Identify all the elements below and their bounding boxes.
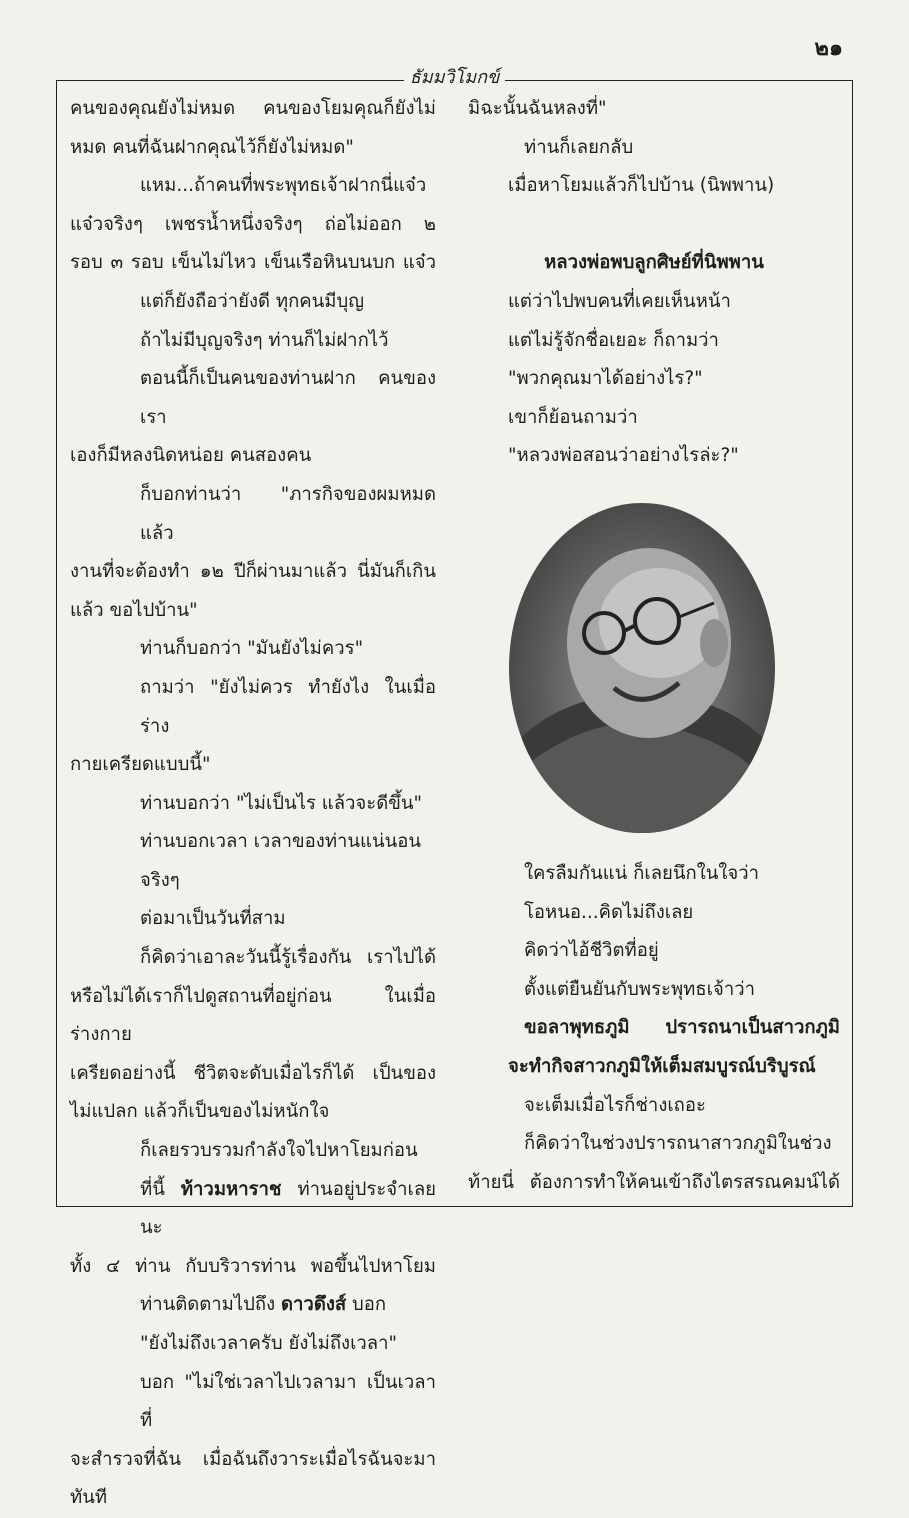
text-line: คิดว่าไอ้ชีวิตที่อยู่ [524,940,659,962]
text-line: ท่านบอกเวลา เวลาของท่านแน่นอนจริงๆ [140,831,422,891]
text-line: รอบ ๓ รอบ เข็นไม่ไหว เข็นเรือหินบนบก แจ๋ว [70,252,436,274]
text-line: เมื่อหาโยมแล้วก็ไปบ้าน (นิพพาน) [508,175,775,197]
text-line: "พวกคุณมาได้อย่างไร?" [508,368,703,390]
text-line: ตั้งแต่ยืนยันกับพระพุทธเจ้าว่า [524,978,755,1000]
text-line: "หลวงพ่อสอนว่าอย่างไรล่ะ?" [508,445,739,467]
text-line: ก็คิดว่าเอาละวันนี้รู้เรื่องกัน เราไปได้ [140,947,436,969]
text-line: บอก "ไม่ใช่เวลาไปเวลามา เป็นเวลาที่ [140,1371,436,1432]
text-line: หรือไม่ได้เราก็ไปดูสถานที่อยู่ก่อน ในเมื่อร่างกาย [70,985,436,1046]
bold-term: ดาวดึงส์ [281,1294,347,1316]
text-line: ก็บอกท่านว่า "ภารกิจของผมหมดแล้ว [140,483,436,544]
text-line: จะเต็มเมื่อไรก็ช่างเถอะ [524,1094,706,1116]
text-line: ขอลาพุทธภูมิ ปรารถนาเป็นสาวกภูมิ [524,1017,840,1039]
text-line: โอหนอ...คิดไม่ถึงเลย [524,901,694,923]
portrait-illustration [509,503,775,833]
text-line: ท่านก็เลยกลับ [524,136,634,158]
book-title: ธัมมวิโมกข์ [404,67,506,88]
text-line: หมด คนที่ฉันฝากคุณไว้ก็ยังไม่หมด" [70,136,354,158]
text-line: จะสำรวจที่ฉัน เมื่อฉันถึงวาระเมื่อไรฉันจะมาทันที [70,1448,436,1509]
monk-portrait-photo [509,503,775,833]
text-line: ทั้ง ๔ ท่าน กับบริวารท่าน พอขึ้นไปหาโยม [70,1255,436,1277]
text-line: กายเครียดแบบนี้" [70,754,211,776]
text-line: "ยังไม่ถึงเวลาครับ ยังไม่ถึงเวลา" [140,1333,398,1354]
text-span: ท่านอยู่ประจำเลยนะ [140,1178,436,1239]
text-line: แต่ก็ยังถือว่ายังดี ทุกคนมีบุญ [140,290,364,312]
text-line [70,1171,436,1248]
text-line: แจ๋วจริงๆ เพชรน้ำหนึ่งจริงๆ ถ่อไม่ออก ๒ [70,213,436,235]
text-line: ก็คิดว่าในช่วงปรารถนาสาวกภูมิในช่วง [524,1133,832,1155]
text-line: จะทำกิจสาวกภูมิให้เต็มสมบูรณ์บริบูรณ์ [508,1055,816,1077]
text-line: ต่อมาเป็นวันที่สาม [140,908,286,930]
text-span: บอก [346,1294,387,1316]
text-line: ก็เลยรวบรวมกำลังใจไปหาโยมก่อน [140,1140,418,1162]
text-line: มิฉะนั้นฉันหลงที่" [468,98,607,119]
right-column-bottom [468,855,840,1202]
text-line: ถ้าไม่มีบุญจริงๆ ท่านก็ไม่ฝากไว้ [140,329,389,351]
text-line: ตอนนี้ก็เป็นคนของท่านฝาก คนของเรา [140,368,436,428]
text-line: แล้ว ขอไปบ้าน" [70,599,198,621]
text-line: เองก็มีหลงนิดหน่อย คนสองคน [70,445,312,467]
text-line: ท้ายนี่ ต้องการทำให้คนเข้าถึงไตรสรณคมน์ได้ [468,1171,840,1193]
text-line: งานที่จะต้องทำ ๑๒ ปีก็ผ่านมาแล้ว นี่มันก็เกิน [70,561,436,583]
text-line: ไม่แปลก แล้วก็เป็นของไม่หนักใจ [70,1101,330,1123]
text-line [70,1286,436,1325]
text-line: หลวงพ่อพบลูกศิษย์ที่นิพพาน [544,252,764,274]
page-number: ๒๑ [814,36,843,61]
text-span: ท่านติดตามไปถึง [140,1294,282,1316]
text-line: เครียดอย่างนี้ ชีวิตจะดับเมื่อไรก็ได้ เป็นของ [70,1062,436,1084]
text-line: ถามว่า "ยังไม่ควร ทำยังไง ในเมื่อร่าง [140,676,436,737]
bold-term: ท้าวมหาราช [180,1178,282,1200]
text-line: แต่ว่าไปพบคนที่เคยเห็นหน้า [508,290,731,312]
text-line: แหม...ถ้าคนที่พระพุทธเจ้าฝากนี่แจ๋ว [140,175,427,197]
text-line: ท่านบอกว่า "ไม่เป็นไร แล้วจะดีขึ้น" [140,792,423,814]
text-line: คนของคุณยังไม่หมด คนของโยมคุณก็ยังไม่ [70,98,436,119]
text-line: เขาก็ย้อนถามว่า [508,406,638,428]
text-line: ท่านก็บอกว่า "มันยังไม่ควร" [140,638,364,660]
right-column-top [468,90,840,476]
text-line: แต่ไม่รู้จักชื่อเยอะ ก็ถามว่า [508,329,719,351]
text-span: ที่นี้ [140,1178,181,1200]
text-line [468,206,840,245]
left-column [70,90,436,1518]
text-line: ใครลืมกันแน่ ก็เลยนึกในใจว่า [524,863,760,884]
